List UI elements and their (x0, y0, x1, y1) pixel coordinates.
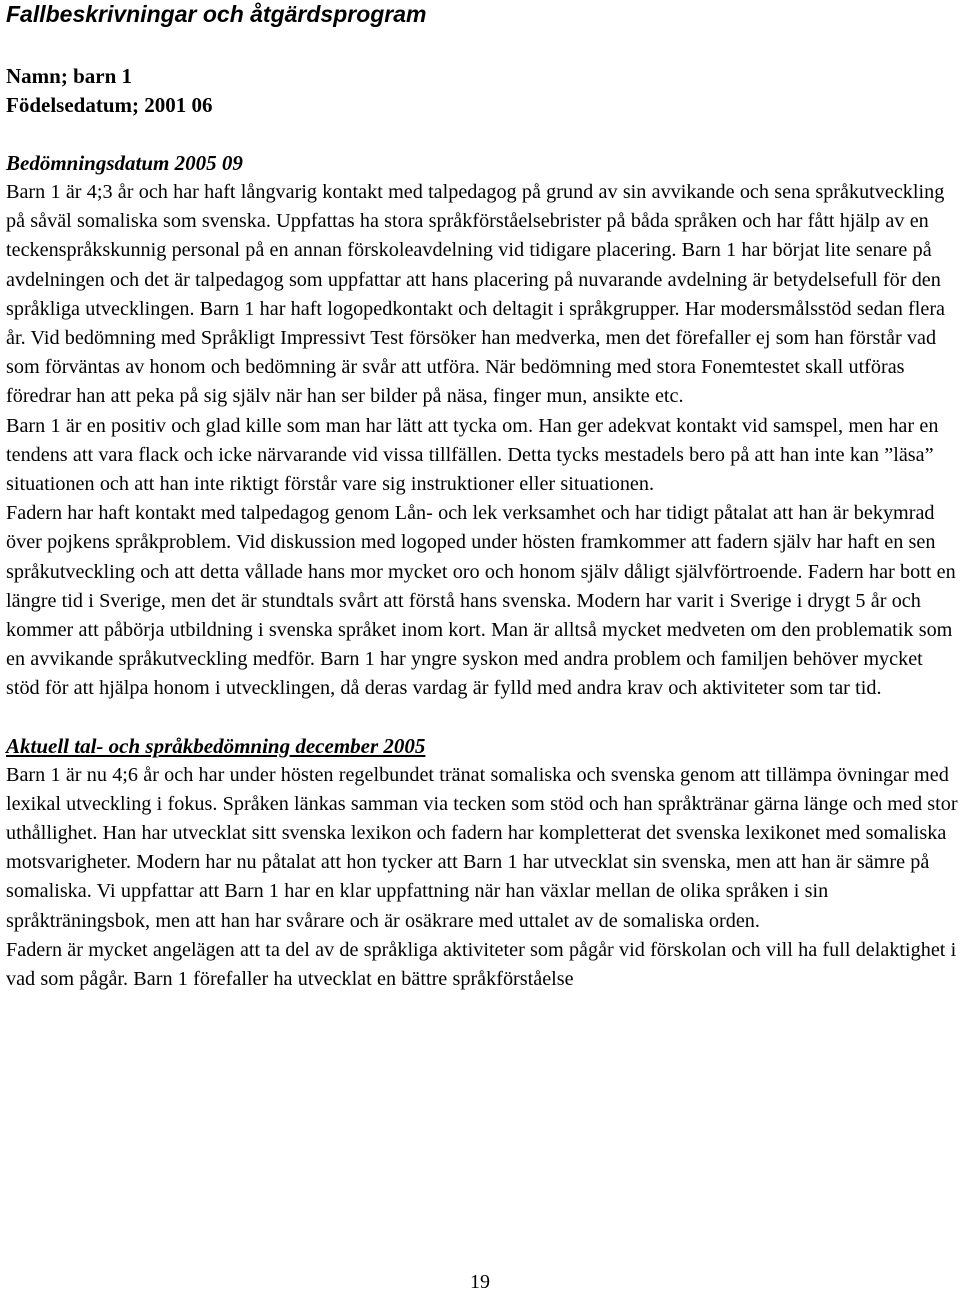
document-page (6, 0, 958, 994)
paragraph: Barn 1 är 4;3 år och har haft långvarig kontakt med talpedagog på grund av sin avvikande och sena språkutveckling på såväl somaliska som svenska. Uppfattas ha stora språkförståelsebrister på båda språken och har fått hjälp av en teckenspråkskunnig personal på en annan förskoleavdelning vid tidigare placering. Barn 1 har börjat lite senare på avdelningen och det är talpedagog som uppfattar att hans placering på nuvarande avdelning är betydelsefull för den språkliga utvecklingen. Barn 1 har haft logopedkontakt och deltagit i språkgrupper. Har modersmålsstöd sedan flera år. Vid bedömning med Språkligt Impressivt Test försöker han medverka, men det förefaller ej som han förstår vad som förväntas av honom och bedömning är svår att utföra. När bedömning med stora Fonemtestet skall utföras föredrar han att peka på sig själv när han ser bilder på näsa, finger mun, ansikte etc. (6, 181, 946, 408)
section-assessment-2005-09 (6, 149, 958, 704)
section-assessment-2005-12 (6, 732, 958, 995)
page-number: 19 (470, 1271, 490, 1293)
identity-block (6, 62, 958, 120)
paragraph: Fadern är mycket angelägen att ta del av de språkliga aktiviteter som pågår vid förskolan och vill ha full delaktighet i vad som pågår. Barn 1 förefaller ha utvecklat en bättre språkförståelse (6, 938, 957, 991)
paragraph: Fadern har haft kontakt med talpedagog genom Lån- och lek verksamhet och har tidigt påtalat att han är bekymrad över pojkens språkproblem. Vid diskussion med logoped under hösten framkommer att fadern själv har haft en sen språkutveckling och att detta vållade hans mor mycket oro och honom själv dåligt självförtroende. Fadern har bott en längre tid i Sverige, men det är stundtals svårt att förstå hans svenska. Modern har varit i Sverige i drygt 5 år och kommer att påbörja utbildning i svenska språket inom kort. Man är alltså mycket medveten om den problematik som en avvikande språkutveckling medför. Barn 1 har yngre syskon med andra problem och familjen behöver mycket stöd för att hjälpa honom i utvecklingen, då deras vardag är fylld med andra krav och aktiviteter som tar tid. (6, 502, 956, 700)
section-heading: Aktuell tal- och språkbedömning december 2005 (6, 733, 426, 758)
birthdate-line: Födelsedatum; 2001 06 (6, 93, 213, 117)
name-line: Namn; barn 1 (6, 64, 133, 88)
paragraph: Barn 1 är en positiv och glad kille som man har lätt att tycka om. Han ger adekvat kontakt vid samspel, men har en tendens att vara flack och icke närvarande vid vissa tillfällen. Detta tycks mestadels bero på att han inte kan ”läsa” situationen och att han inte riktigt förstår vare sig instruktioner eller situationen. (6, 414, 939, 496)
paragraph: Barn 1 är nu 4;6 år och har under hösten regelbundet tränat somaliska och svenska genom att tillämpa övningar med lexikal utveckling i fokus. Språken länkas samman via tecken som stöd och han språktränar gärna länge och med stor uthållighet. Han har utvecklat sitt svenska lexikon och fadern har kompletterat det svenska lexikonet med somaliska motsvarigheter. Modern har nu påtalat att hon tycker att Barn 1 har utvecklat sin svenska, men att han är sämre på somaliska. Vi uppfattar att Barn 1 har en klar uppfattning när han växlar mellan de olika språken i sin språkträningsbok, men att han har svårare och är osäkrare med uttalet av de somaliska orden. (6, 763, 958, 932)
section-heading: Bedömningsdatum 2005 09 (6, 151, 243, 175)
document-title: Fallbeskrivningar och åtgärdsprogram (6, 1, 427, 27)
